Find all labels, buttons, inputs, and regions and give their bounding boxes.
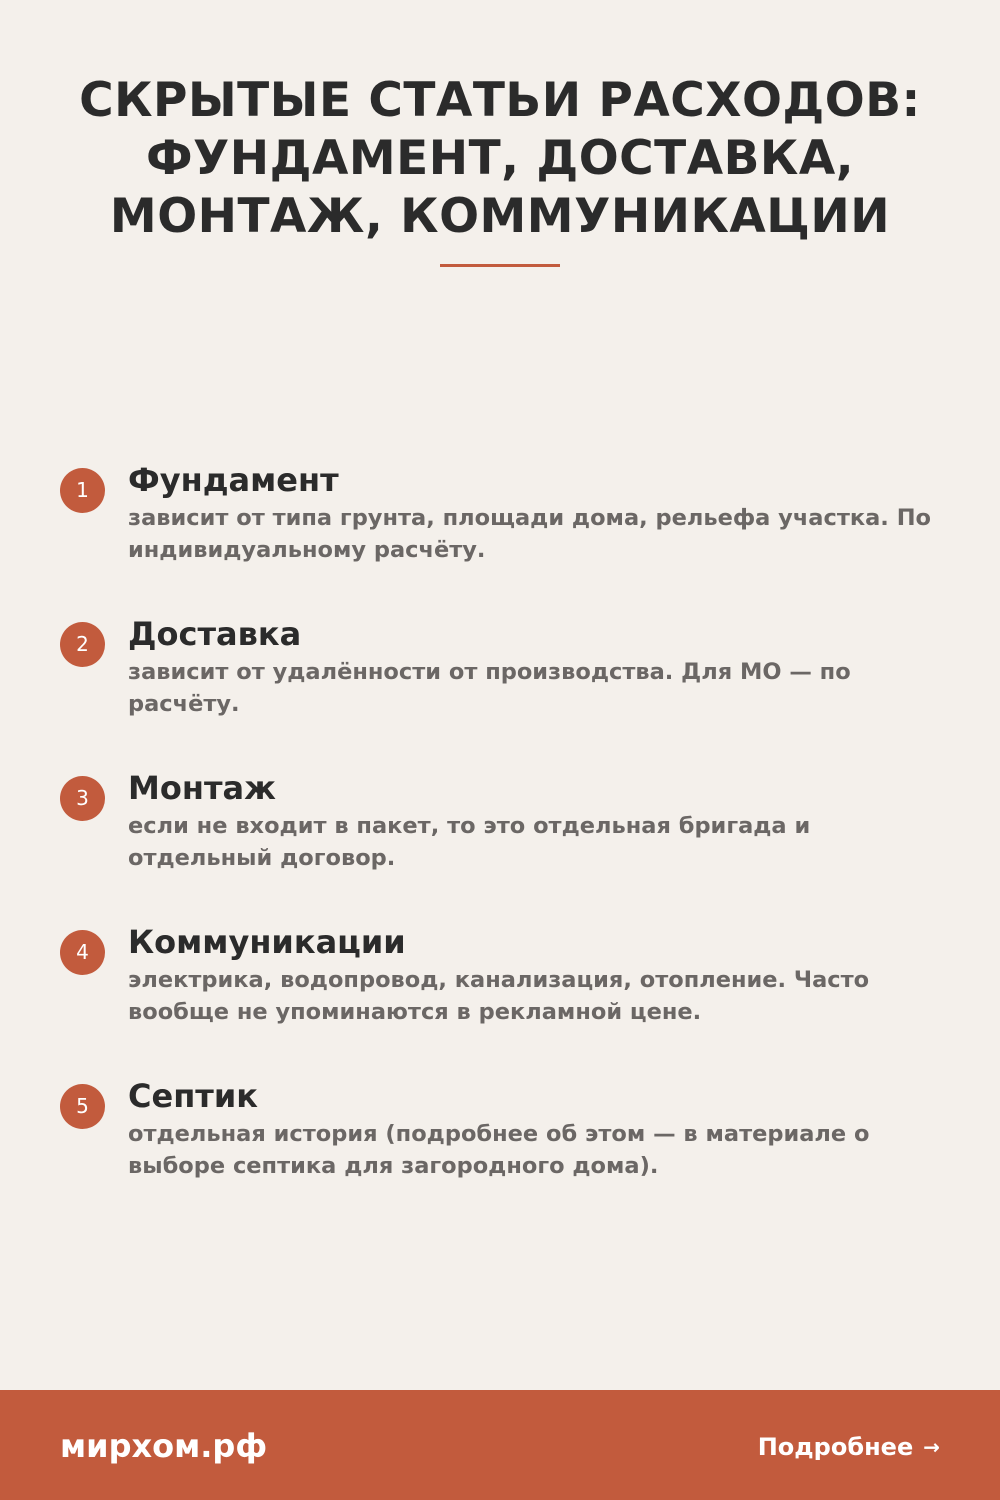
- item-description: если не входит в пакет, то это отдельная бригада и отдельный договор.: [128, 813, 811, 871]
- expense-list: [60, 458, 940, 1228]
- item-description: зависит от удалённости от производства. Для МО — по расчёту.: [128, 659, 851, 717]
- header: [0, 72, 1000, 267]
- list-item: [60, 920, 940, 1074]
- list-item-content: [128, 920, 940, 1028]
- item-title: Монтаж: [128, 769, 276, 807]
- number-badge: 2: [60, 622, 105, 667]
- arrow-right-icon: →: [923, 1435, 940, 1459]
- list-item-content: [128, 458, 940, 566]
- list-item-content: [128, 612, 940, 720]
- item-title: Доставка: [128, 615, 302, 653]
- list-item: [60, 766, 940, 920]
- item-description: зависит от типа грунта, площади дома, рельефа участка. По индивидуальному расчёту.: [128, 505, 931, 563]
- list-item: [60, 1074, 940, 1228]
- list-item-content: [128, 1074, 940, 1182]
- number-badge: 4: [60, 930, 105, 975]
- item-title: Фундамент: [128, 461, 339, 499]
- title-line-2: ФУНДАМЕНТ, ДОСТАВКА,: [145, 131, 855, 186]
- title-divider: [440, 264, 560, 267]
- item-title: Коммуникации: [128, 923, 406, 961]
- list-item-content: [128, 766, 940, 874]
- item-description: отдельная история (подробнее об этом — в материале о выборе септика для загородного дома).: [128, 1121, 870, 1179]
- number-badge: 5: [60, 1084, 105, 1129]
- list-item: [60, 458, 940, 612]
- page-title: [0, 72, 1000, 246]
- more-link-label: Подробнее: [757, 1433, 914, 1461]
- number-badge: 1: [60, 468, 105, 513]
- title-line-1: СКРЫТЫЕ СТАТЬИ РАСХОДОВ:: [79, 73, 921, 128]
- more-link[interactable]: [758, 1432, 940, 1462]
- number-badge: 3: [60, 776, 105, 821]
- item-title: Септик: [128, 1077, 258, 1115]
- item-description: электрика, водопровод, канализация, отопление. Часто вообще не упоминаются в рекламной цене.: [128, 967, 870, 1025]
- footer-bar: [0, 1390, 1000, 1500]
- site-link[interactable]: мирхом.рф: [60, 1427, 268, 1465]
- list-item: [60, 612, 940, 766]
- title-line-3: МОНТАЖ, КОММУНИКАЦИИ: [109, 189, 891, 244]
